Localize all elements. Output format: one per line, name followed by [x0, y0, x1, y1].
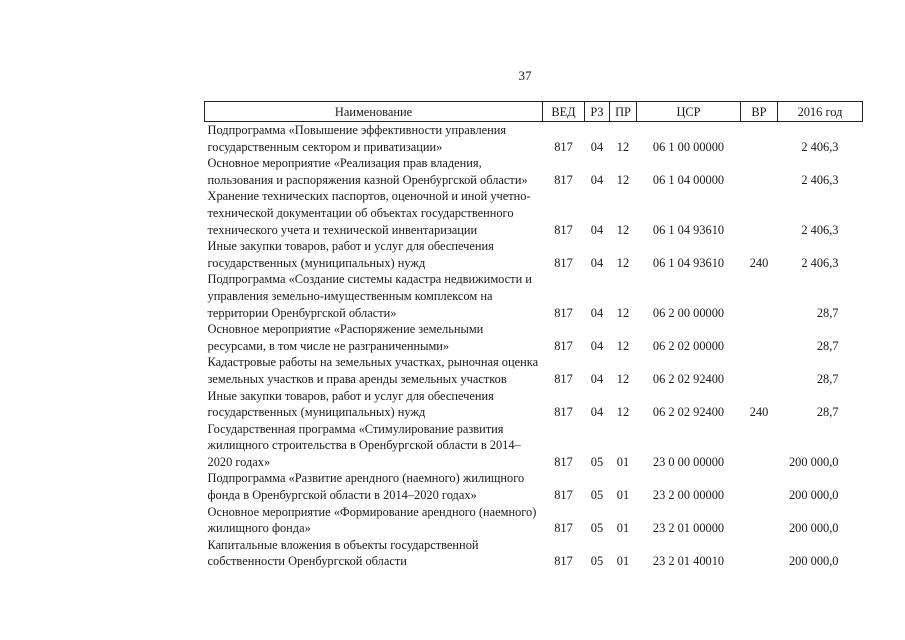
header-vr: ВР	[741, 102, 778, 122]
header-rz: РЗ	[585, 102, 610, 122]
cell-vr	[741, 504, 778, 537]
cell-amount: 2 406,3	[801, 172, 839, 187]
table-row	[205, 504, 863, 537]
cell-rz: 05	[590, 521, 604, 536]
cell-ved: 817	[554, 521, 573, 536]
header-ved: ВЕД	[543, 102, 585, 122]
cell-vr	[741, 421, 778, 471]
cell-amount: 28,7	[816, 371, 839, 386]
cell-csr: 06 2 00 00000	[652, 305, 725, 320]
cell-rz: 04	[590, 139, 604, 154]
table-row	[205, 122, 863, 156]
cell-vr: 240	[749, 255, 769, 270]
table-row	[205, 388, 863, 421]
cell-amount: 2 406,3	[801, 222, 839, 237]
table-row	[205, 321, 863, 354]
cell-name: Основное мероприятие «Формирование арендного (наемного) жилищного фонда»	[207, 504, 537, 536]
table-row	[205, 421, 863, 471]
table-row	[205, 238, 863, 271]
cell-vr	[741, 188, 778, 238]
cell-name: Государственная программа «Стимулирование развития жилищного строительства в Оренбургской области в 2014–2020 годах»	[207, 421, 521, 469]
cell-ved: 817	[554, 222, 573, 237]
table-row	[205, 354, 863, 387]
cell-rz: 05	[590, 454, 604, 469]
cell-amount: 200 000,0	[788, 454, 839, 469]
cell-ved: 817	[554, 139, 573, 154]
cell-name: Капитальные вложения в объекты государственной собственности Оренбургской области	[207, 537, 479, 569]
cell-ved: 817	[554, 305, 573, 320]
cell-csr: 06 1 04 00000	[652, 172, 725, 187]
cell-vr	[741, 470, 778, 503]
cell-vr	[741, 122, 778, 156]
cell-vr	[741, 537, 778, 570]
cell-rz: 04	[590, 371, 604, 386]
cell-ved: 817	[554, 454, 573, 469]
header-csr: ЦСР	[637, 102, 741, 122]
cell-name: Кадастровые работы на земельных участках, рыночная оценка земельных участков и права аренды земельных участков	[207, 355, 539, 386]
cell-rz: 04	[590, 172, 604, 187]
cell-csr: 06 1 04 93610	[652, 222, 725, 237]
cell-csr: 06 2 02 00000	[652, 338, 725, 353]
cell-amount: 2 406,3	[801, 139, 839, 154]
cell-pr: 12	[616, 255, 630, 270]
cell-vr	[741, 321, 778, 354]
cell-amount: 200 000,0	[788, 521, 839, 536]
cell-name: Подпрограмма «Повышение эффективности управления государственным сектором и приватизации»	[207, 123, 507, 154]
cell-ved: 817	[554, 338, 573, 353]
table-body	[205, 122, 863, 571]
cell-csr: 06 2 02 92400	[652, 405, 725, 420]
cell-pr: 12	[616, 338, 630, 353]
table-row	[205, 537, 863, 570]
cell-rz: 04	[590, 405, 604, 420]
cell-ved: 817	[554, 371, 573, 386]
cell-pr: 12	[616, 172, 630, 187]
cell-rz: 04	[590, 305, 604, 320]
header-name: Наименование	[205, 102, 543, 122]
cell-rz: 04	[590, 338, 604, 353]
cell-name: Подпрограмма «Развитие арендного (наемного) жилищного фонда в Оренбургской области в 2014–2020 годах»	[207, 471, 525, 503]
cell-amount: 2 406,3	[801, 255, 839, 270]
cell-pr: 12	[616, 139, 630, 154]
cell-pr: 12	[616, 305, 630, 320]
cell-name: Иные закупки товаров, работ и услуг для обеспечения государственных (муниципальных) нужд	[207, 239, 494, 270]
cell-vr: 240	[749, 405, 769, 420]
cell-vr	[741, 155, 778, 188]
cell-name: Подпрограмма «Создание системы кадастра недвижимости и управления земельно-имущественным комплексом на территории Оренбургской области»	[207, 272, 532, 320]
cell-ved: 817	[554, 554, 573, 569]
cell-vr	[741, 354, 778, 387]
cell-name: Основное мероприятие «Реализация прав владения, пользования и распоряжения казной Оренбургской области»	[207, 156, 528, 187]
cell-csr: 23 2 01 00000	[652, 521, 725, 536]
cell-pr: 01	[616, 454, 630, 469]
table-row	[205, 271, 863, 321]
cell-amount: 200 000,0	[788, 488, 839, 503]
cell-csr: 23 2 00 00000	[652, 488, 725, 503]
cell-pr: 01	[616, 554, 630, 569]
cell-csr: 06 1 00 00000	[652, 139, 725, 154]
cell-rz: 05	[590, 554, 604, 569]
cell-pr: 12	[616, 405, 630, 420]
cell-csr: 06 1 04 93610	[652, 255, 725, 270]
cell-csr: 06 2 02 92400	[652, 371, 725, 386]
table-row	[205, 470, 863, 503]
cell-ved: 817	[554, 405, 573, 420]
cell-rz: 04	[590, 222, 604, 237]
cell-pr: 12	[616, 371, 630, 386]
table-row	[205, 188, 863, 238]
cell-amount: 200 000,0	[788, 554, 839, 569]
cell-csr: 23 0 00 00000	[652, 454, 725, 469]
cell-pr: 01	[616, 521, 630, 536]
cell-amount: 28,7	[816, 405, 839, 420]
cell-amount: 28,7	[816, 305, 839, 320]
cell-name: Хранение технических паспортов, оценочной и иной учетно-технической документации об объектах государственного технического учета и технической инвентаризации	[207, 189, 531, 237]
cell-ved: 817	[554, 172, 573, 187]
budget-table	[204, 101, 863, 570]
cell-name: Иные закупки товаров, работ и услуг для обеспечения государственных (муниципальных) нужд	[207, 388, 494, 420]
cell-pr: 12	[616, 222, 630, 237]
cell-ved: 817	[554, 488, 573, 503]
cell-vr	[741, 271, 778, 321]
header-year: 2016 год	[778, 102, 863, 122]
cell-rz: 04	[590, 255, 604, 270]
header-pr: ПР	[610, 102, 637, 122]
cell-amount: 28,7	[816, 338, 839, 353]
cell-rz: 05	[590, 488, 604, 503]
cell-ved: 817	[554, 255, 573, 270]
page-number: 37	[518, 68, 532, 83]
table-header-row	[205, 102, 863, 122]
cell-name: Основное мероприятие «Распоряжение земельными ресурсами, в том числе не разграниченными»	[207, 322, 484, 353]
cell-csr: 23 2 01 40010	[652, 554, 725, 569]
cell-pr: 01	[616, 488, 630, 503]
table-row	[205, 155, 863, 188]
